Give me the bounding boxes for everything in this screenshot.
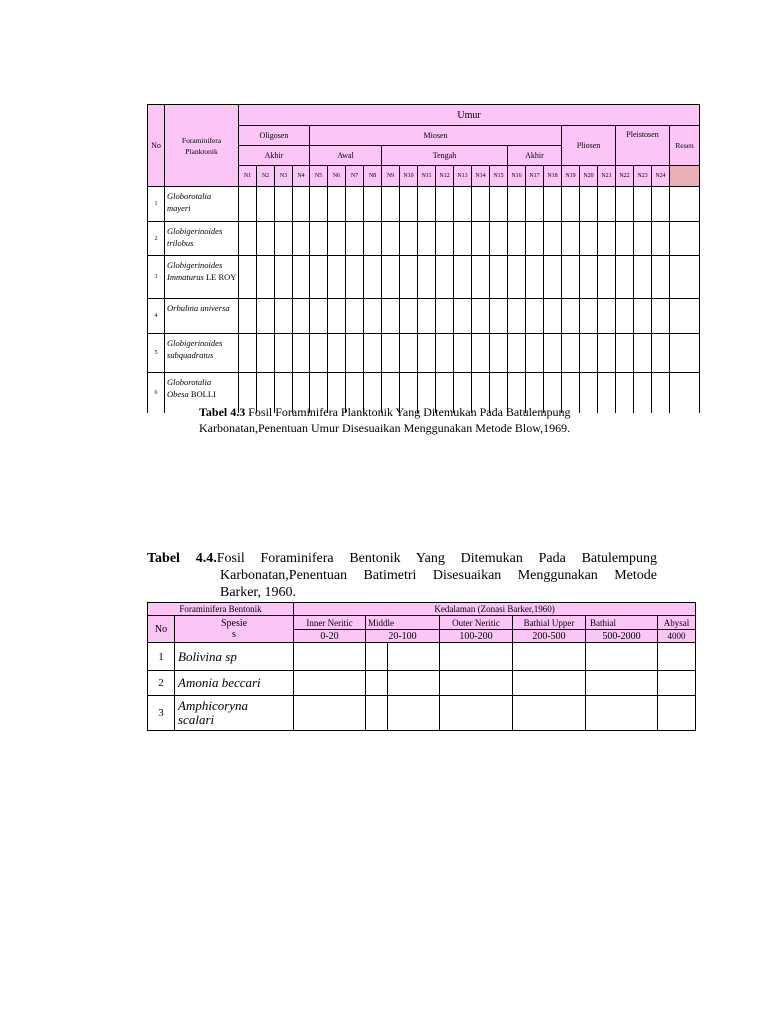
zone-presence-cell (257, 299, 275, 334)
zone-presence-cell (328, 187, 346, 222)
zone-presence-cell (562, 187, 580, 222)
zone-presence-cell (239, 222, 257, 256)
zone-inner-neritic: Inner Neritic (294, 616, 366, 630)
zone-cell: N6 (328, 166, 346, 187)
zone-presence-cell (472, 222, 490, 256)
header-pleistosen: Pleistosen (616, 126, 670, 166)
depth-cell (366, 671, 388, 696)
depth-cell (366, 696, 388, 731)
zone-presence-cell (490, 256, 508, 299)
zone-presence-cell (418, 187, 436, 222)
range-200-500: 200-500 (513, 630, 586, 643)
zone-presence-cell (454, 334, 472, 373)
species-epithet: subquadratus (167, 350, 214, 360)
header-no: No (148, 616, 175, 643)
zone-presence-cell (544, 222, 562, 256)
zone-cell: N21 (598, 166, 616, 187)
zone-presence-cell (526, 334, 544, 373)
planktonic-rows (148, 187, 700, 414)
zone-presence-cell (257, 222, 275, 256)
depth-cell (513, 643, 586, 671)
depth-cell (586, 696, 658, 731)
zone-presence-cell (544, 187, 562, 222)
species-author: LE ROY (205, 272, 237, 282)
header-pliosen: Pliosen (562, 126, 616, 166)
zone-cell: N16 (508, 166, 526, 187)
header-miosen-awal: Awal (310, 146, 382, 166)
zone-presence-cell (400, 187, 418, 222)
zone-presence-cell (652, 256, 670, 299)
zone-cell: N14 (472, 166, 490, 187)
zone-presence-cell (400, 299, 418, 334)
caption-line-2: Karbonatan,Penentuan Batimetri Disesuaikan Menggunakan Metode (220, 568, 657, 583)
table-row (148, 334, 700, 373)
zone-presence-cell (472, 256, 490, 299)
depth-cell (294, 671, 366, 696)
table-row (148, 696, 696, 731)
zone-cell: N24 (652, 166, 670, 187)
range-500-2000: 500-2000 (586, 630, 658, 643)
zone-presence-cell (310, 334, 328, 373)
planktonic-age-table (147, 104, 700, 413)
species-epithet: trilobus (167, 238, 194, 248)
zone-presence-cell (293, 187, 310, 222)
header-depth: Kedalaman (Zonasi Barker,1960) (294, 603, 696, 616)
table-row (148, 299, 700, 334)
species-genus: Globorotalia (167, 191, 212, 201)
species-genus: Globigerinoides (167, 226, 223, 236)
header-miosen-tengah: Tengah (382, 146, 508, 166)
zone-presence-cell (400, 222, 418, 256)
zone-cell: N17 (526, 166, 544, 187)
zone-presence-cell (670, 334, 700, 373)
header-benthic-group: Foraminifera Bentonik (148, 603, 294, 616)
species-name: Amonia beccari (175, 671, 294, 696)
depth-cell (294, 696, 366, 731)
zone-presence-cell (346, 187, 364, 222)
zone-presence-cell (382, 334, 400, 373)
zone-presence-cell (293, 334, 310, 373)
zone-presence-cell (310, 256, 328, 299)
zone-presence-cell (652, 222, 670, 256)
range-4000: 4000 (658, 630, 696, 643)
depth-cell (440, 671, 513, 696)
table-row (148, 222, 700, 256)
row-number: 4 (148, 299, 165, 334)
species-name (165, 187, 239, 222)
zone-presence-cell (490, 299, 508, 334)
zone-presence-cell (634, 222, 652, 256)
zone-presence-cell (436, 299, 454, 334)
species-genus: Globigerinoides (167, 338, 223, 348)
species-author: BOLLI (190, 389, 216, 399)
row-number: 1 (148, 187, 165, 222)
row-number: 1 (148, 643, 175, 671)
table-row (148, 671, 696, 696)
zone-presence-cell (382, 299, 400, 334)
zone-presence-cell (310, 222, 328, 256)
zone-presence-cell (472, 187, 490, 222)
species-name: Bolivina sp (175, 643, 294, 671)
zone-cell: N8 (364, 166, 382, 187)
species-name: Amphicoryna scalari (175, 696, 294, 731)
zone-presence-cell (670, 299, 700, 334)
table-row (148, 643, 696, 671)
zone-presence-cell (616, 334, 634, 373)
row-number: 5 (148, 334, 165, 373)
depth-cell (440, 643, 513, 671)
benthic-bathymetry-table (147, 602, 696, 731)
header-umur: Umur (239, 105, 700, 126)
species-epithet: Obesa (167, 389, 189, 399)
depth-cell (586, 671, 658, 696)
zone-presence-cell (364, 256, 382, 299)
zone-cell: N23 (634, 166, 652, 187)
zone-presence-cell (275, 187, 293, 222)
zone-presence-cell (257, 256, 275, 299)
depth-cell (440, 696, 513, 731)
zone-presence-cell (670, 373, 700, 414)
depth-cell (658, 643, 696, 671)
header-no: No (148, 105, 165, 187)
zone-cell: N5 (310, 166, 328, 187)
zone-cell: N2 (257, 166, 275, 187)
zone-presence-cell (275, 334, 293, 373)
zone-presence-cell (418, 334, 436, 373)
zone-presence-cell (436, 222, 454, 256)
depth-cell (658, 671, 696, 696)
zone-presence-cell (526, 256, 544, 299)
zone-presence-cell (562, 299, 580, 334)
zone-presence-cell (562, 256, 580, 299)
zone-presence-cell (634, 334, 652, 373)
header-miosen-akhir: Akhir (508, 146, 562, 166)
zone-presence-cell (526, 222, 544, 256)
header-species: Spesie s (175, 616, 294, 643)
zone-cell: N12 (436, 166, 454, 187)
zone-presence-cell (508, 334, 526, 373)
zone-presence-cell (454, 222, 472, 256)
zone-presence-cell (436, 187, 454, 222)
zone-presence-cell (616, 256, 634, 299)
zone-presence-cell (364, 334, 382, 373)
depth-cell (388, 671, 440, 696)
zone-presence-cell (310, 187, 328, 222)
zone-presence-cell (490, 222, 508, 256)
zone-presence-cell (239, 334, 257, 373)
caption-label: Tabel 4.4. (147, 551, 217, 566)
species-epithet: mayeri (167, 203, 191, 213)
zone-cell: N22 (616, 166, 634, 187)
zone-presence-cell (454, 187, 472, 222)
zone-presence-cell (436, 256, 454, 299)
caption-label: Tabel 4.3 (199, 405, 246, 419)
zone-presence-cell (454, 299, 472, 334)
zone-presence-cell (400, 334, 418, 373)
zone-presence-cell (328, 222, 346, 256)
zone-presence-cell (328, 334, 346, 373)
zone-presence-cell (670, 187, 700, 222)
table-4-4-caption (147, 550, 657, 601)
species-name (165, 334, 239, 373)
depth-cell (294, 643, 366, 671)
range-20-100: 20-100 (366, 630, 440, 643)
species-genus: Globorotalia (167, 377, 212, 387)
zone-presence-cell (364, 222, 382, 256)
depth-cell (586, 643, 658, 671)
zone-presence-cell (275, 299, 293, 334)
zone-cell: N10 (400, 166, 418, 187)
zone-presence-cell (346, 334, 364, 373)
zone-outer-neritic: Outer Neritic (440, 616, 513, 630)
zone-presence-cell (239, 187, 257, 222)
zone-presence-cell (580, 222, 598, 256)
range-100-200: 100-200 (440, 630, 513, 643)
zone-presence-cell (293, 299, 310, 334)
zone-presence-cell (382, 256, 400, 299)
zone-presence-cell (239, 256, 257, 299)
zone-cell: N4 (293, 166, 310, 187)
row-number: 6 (148, 373, 165, 414)
header-oligosen-akhir: Akhir (239, 146, 310, 166)
zone-cell: N18 (544, 166, 562, 187)
zone-cell: N3 (275, 166, 293, 187)
header-oligosen: Oligosen (239, 126, 310, 146)
table-row (148, 256, 700, 299)
depth-cell (388, 696, 440, 731)
zone-presence-cell (598, 222, 616, 256)
zone-presence-cell (364, 299, 382, 334)
zone-presence-cell (544, 299, 562, 334)
depth-cell (388, 643, 440, 671)
zone-presence-cell (275, 222, 293, 256)
zone-presence-cell (544, 256, 562, 299)
zone-presence-cell (310, 299, 328, 334)
table-row (148, 187, 700, 222)
zone-presence-cell (616, 222, 634, 256)
depth-cell (366, 643, 388, 671)
zone-presence-cell (346, 299, 364, 334)
zone-presence-cell (490, 334, 508, 373)
zone-cell: N9 (382, 166, 400, 187)
zone-presence-cell (472, 334, 490, 373)
zone-presence-cell (364, 187, 382, 222)
zone-presence-cell (328, 299, 346, 334)
zone-presence-cell (580, 334, 598, 373)
caption-text: Fosil Foraminifera Planktonik Yang Ditemukan Pada Batulempung Karbonatan,Penentuan Umur Disesuaikan Menggunakan Metode Blow,1969. (199, 405, 571, 435)
zone-presence-cell (544, 334, 562, 373)
zone-cell: N11 (418, 166, 436, 187)
zone-presence-cell (598, 334, 616, 373)
resen-zone-cell (670, 166, 700, 187)
zone-presence-cell (634, 299, 652, 334)
zone-presence-cell (508, 187, 526, 222)
row-number: 2 (148, 222, 165, 256)
row-number: 3 (148, 696, 175, 731)
zone-presence-cell (346, 222, 364, 256)
zone-cell: N1 (239, 166, 257, 187)
species-epithet: Immaturus (167, 272, 204, 282)
zone-presence-cell (652, 334, 670, 373)
zone-presence-cell (472, 299, 490, 334)
zone-presence-cell (418, 222, 436, 256)
zone-presence-cell (598, 299, 616, 334)
zone-middle: Middle (366, 616, 440, 630)
zone-presence-cell (634, 187, 652, 222)
zone-presence-cell (293, 222, 310, 256)
zone-presence-cell (436, 334, 454, 373)
zone-presence-cell (526, 299, 544, 334)
zone-bathial: Bathial (586, 616, 658, 630)
zone-presence-cell (598, 187, 616, 222)
zone-cell: N13 (454, 166, 472, 187)
zone-presence-cell (418, 256, 436, 299)
zone-presence-cell (257, 334, 275, 373)
zone-presence-cell (652, 187, 670, 222)
species-name (165, 256, 239, 299)
zone-presence-cell (293, 256, 310, 299)
zone-presence-cell (275, 256, 293, 299)
zone-presence-cell (652, 299, 670, 334)
zone-presence-cell (562, 334, 580, 373)
caption-line-3: Barker, 1960. (220, 585, 297, 600)
zone-presence-cell (508, 222, 526, 256)
zone-presence-cell (508, 299, 526, 334)
zone-cell: N20 (580, 166, 598, 187)
zone-presence-cell (454, 256, 472, 299)
zone-presence-cell (328, 256, 346, 299)
row-number: 2 (148, 671, 175, 696)
zone-presence-cell (634, 256, 652, 299)
zone-presence-cell (562, 222, 580, 256)
header-resen: Resen (670, 126, 700, 166)
table-4-3-caption (199, 404, 669, 436)
species-name (165, 299, 239, 334)
depth-cell (658, 696, 696, 731)
zone-presence-cell (400, 256, 418, 299)
species-genus: Orbulina universa (167, 303, 230, 313)
zone-cell: N19 (562, 166, 580, 187)
zone-abysal: Abysal (658, 616, 696, 630)
zone-presence-cell (580, 299, 598, 334)
row-number: 3 (148, 256, 165, 299)
header-miosen: Miosen (310, 126, 562, 146)
zone-presence-cell (670, 222, 700, 256)
zone-presence-cell (616, 299, 634, 334)
zone-presence-cell (490, 187, 508, 222)
zone-bathial-upper: Bathial Upper (513, 616, 586, 630)
header-species: Foraminifera Planktonik (165, 105, 239, 187)
caption-line-1: Fosil Foraminifera Bentonik Yang Ditemukan Pada Batulempung (216, 551, 657, 566)
zone-presence-cell (580, 256, 598, 299)
zone-cell: N15 (490, 166, 508, 187)
depth-cell (513, 696, 586, 731)
zone-presence-cell (239, 299, 257, 334)
species-name (165, 222, 239, 256)
zone-presence-cell (508, 256, 526, 299)
zone-presence-cell (616, 187, 634, 222)
zone-presence-cell (257, 187, 275, 222)
zone-cell: N7 (346, 166, 364, 187)
zone-presence-cell (526, 187, 544, 222)
zone-presence-cell (346, 256, 364, 299)
range-0-20: 0-20 (294, 630, 366, 643)
depth-cell (513, 671, 586, 696)
zone-presence-cell (382, 222, 400, 256)
zone-presence-cell (670, 256, 700, 299)
zone-presence-cell (382, 187, 400, 222)
zone-presence-cell (418, 299, 436, 334)
species-genus: Globigerinoides (167, 260, 223, 270)
zone-presence-cell (580, 187, 598, 222)
zone-presence-cell (598, 256, 616, 299)
